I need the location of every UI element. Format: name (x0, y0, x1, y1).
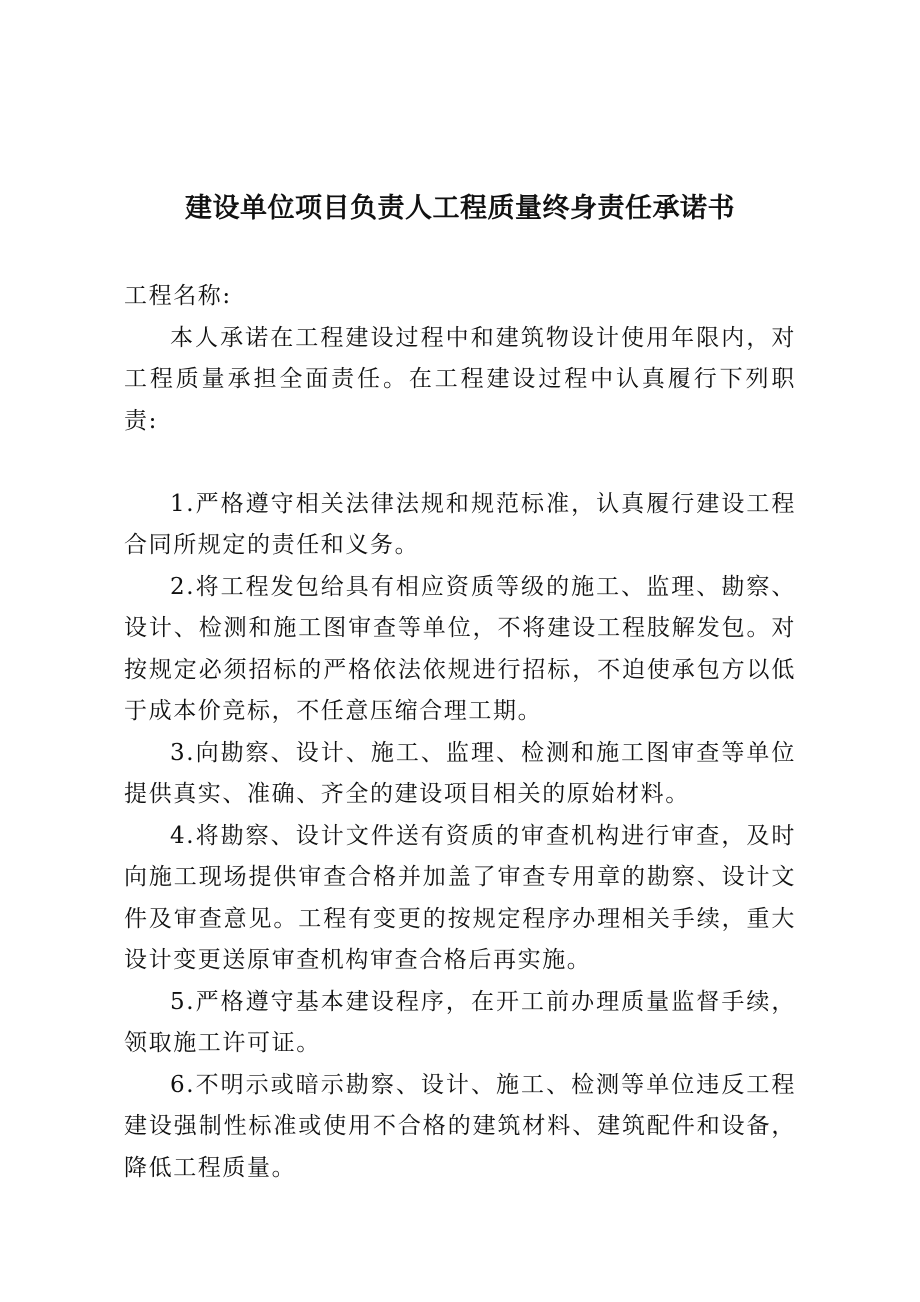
duty-item-5: 5.严格遵守基本建设程序，在开工前办理质量监督手续，领取施工许可证。 (124, 988, 796, 1056)
duty-item-6: 6.不明示或暗示勘察、设计、施工、检测等单位违反工程建设强制性标准或使用不合格的建筑材料、建筑配件和设备，降低工程质量。 (124, 1071, 796, 1181)
intro-paragraph: 本人承诺在工程建设过程中和建筑物设计使用年限内，对工程质量承担全面责任。在工程建设过程中认真履行下列职责: (124, 324, 796, 434)
duty-item-1: 1.严格遵守相关法律法规和规范标准，认真履行建设工程合同所规定的责任和义务。 (124, 490, 796, 558)
duty-item-4: 4.将勘察、设计文件送有资质的审查机构进行审查，及时向施工现场提供审查合格并加盖了审查专用章的勘察、设计文件及审查意见。工程有变更的按规定程序办理相关手续，重大设计变更送原审查机构审查合格后再实施。 (124, 822, 796, 973)
project-name-label: 工程名称: (124, 283, 232, 309)
paragraph-gap (124, 442, 796, 484)
document-title: 建设单位项目负责人工程质量终身责任承诺书 (185, 193, 735, 224)
document-body (124, 276, 796, 1189)
duty-item-3: 3.向勘察、设计、施工、监理、检测和施工图审查等单位提供真实、准确、齐全的建设项目相关的原始材料。 (124, 739, 796, 807)
duty-item-2: 2.将工程发包给具有相应资质等级的施工、监理、勘察、设计、检测和施工图审查等单位，不将建设工程肢解发包。对按规定必须招标的严格依法依规进行招标，不迫使承包方以低于成本价竞标，不任意压缩合理工期。 (124, 573, 796, 724)
